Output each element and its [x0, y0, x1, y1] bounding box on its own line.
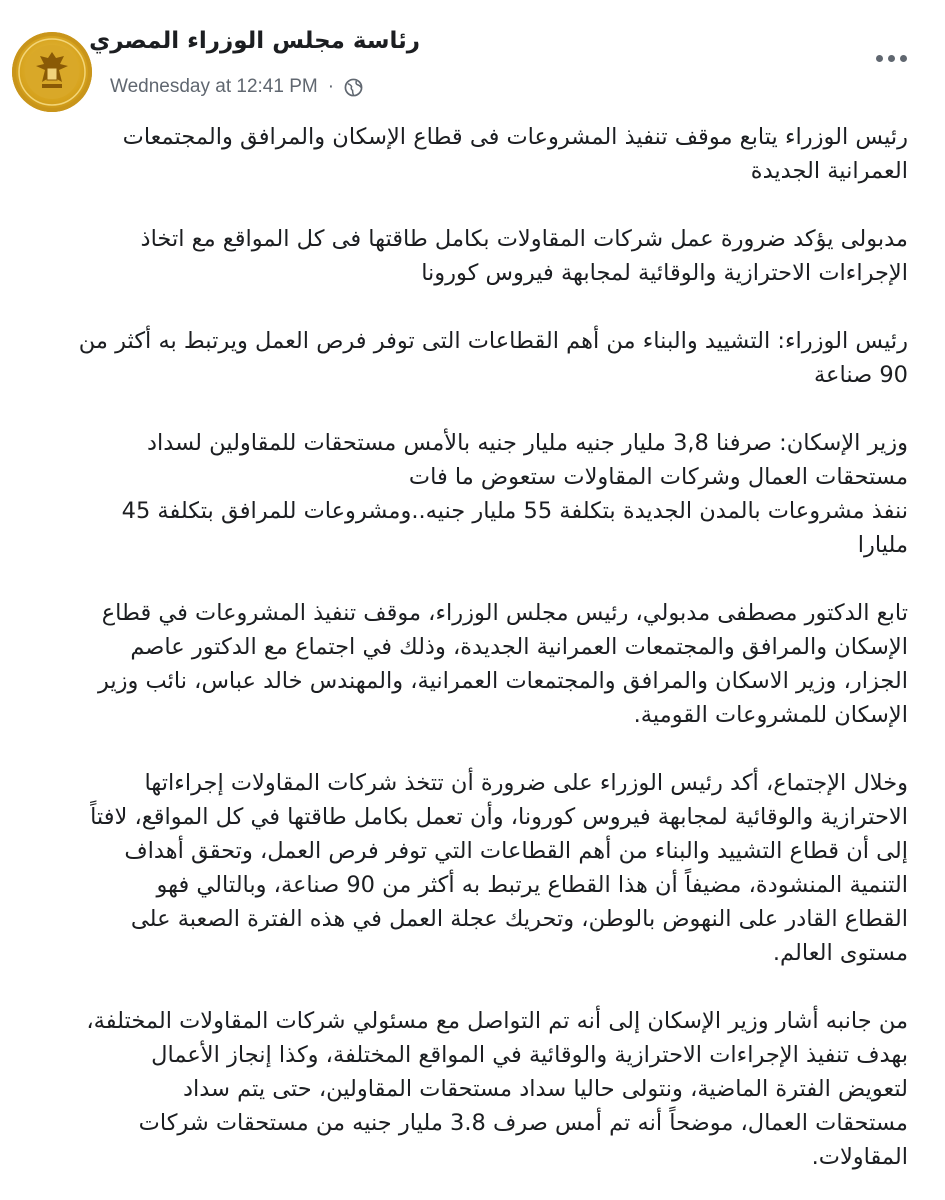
- paragraph-line: مستحقات العمال، موضحاً أنه تم أمس صرف 3.8 مليار جنيه من مستحقات شركات: [138, 1110, 908, 1136]
- paragraph-line: وزير الإسكان: صرفنا 3,8 مليار جنيه مليار جنيه بالأمس مستحقات للمقاولين لسداد: [147, 430, 908, 456]
- post-paragraph: [62, 120, 908, 188]
- post-header: [0, 22, 945, 122]
- post-paragraph: [62, 222, 908, 290]
- paragraph-line: وخلال الإجتماع، أكد رئيس الوزراء على ضرورة أن تتخذ شركات المقاولات إجراءاتها: [144, 770, 908, 796]
- post-timestamp[interactable]: Wednesday at 12:41 PM: [110, 76, 318, 97]
- post-paragraph: [62, 324, 908, 392]
- paragraph-line: 90 صناعة: [813, 362, 908, 388]
- paragraph-line: مستحقات العمال وشركات المقاولات ستعوض ما فات: [408, 464, 908, 490]
- post-body-text: [62, 120, 908, 1200]
- paragraph-line: لتعويض الفترة الماضية، ونتولى حاليا سداد مستحقات المقاولين، حتى يتم سداد: [182, 1076, 908, 1102]
- paragraph-line: المقاولات.: [811, 1144, 908, 1170]
- paragraph-line: من جانبه أشار وزير الإسكان إلى أنه تم التواصل مع مسئولي شركات المقاولات المختلفة،: [86, 1008, 908, 1034]
- paragraph-line: إلى أن قطاع التشييد والبناء من أهم القطاعات التي توفر فرص العمل، وتحقق أهداف: [124, 838, 908, 864]
- globe-icon[interactable]: [344, 78, 363, 97]
- more-options-icon[interactable]: [866, 42, 916, 74]
- post-meta: [110, 74, 363, 100]
- paragraph-line: القطاع القادر على النهوض بالوطن، وتحريك عجلة العمل في هذه الفترة الصعبة على: [130, 906, 908, 932]
- page-avatar[interactable]: [12, 32, 92, 112]
- paragraph-line: الجزار، وزير الاسكان والمرافق والمجتمعات العمرانية، والمهندس خالد عباس، نائب وزير: [98, 668, 908, 694]
- paragraph-line: ننفذ مشروعات بالمدن الجديدة بتكلفة 55 مليار جنيه..ومشروعات للمرافق بتكلفة 45: [121, 498, 908, 524]
- paragraph-line: تابع الدكتور مصطفى مدبولي، رئيس مجلس الوزراء، موقف تنفيذ المشروعات في قطاع: [101, 600, 908, 626]
- paragraph-line: مستوى العالم.: [772, 940, 908, 966]
- paragraph-line: مليارا: [857, 532, 908, 558]
- post-paragraph: [62, 596, 908, 732]
- post-paragraph: [62, 1004, 908, 1174]
- paragraph-line: التنمية المنشودة، مضيفاً أن هذا القطاع يرتبط به أكثر من 90 صناعة، وبالتالي فهو: [156, 872, 908, 898]
- paragraph-line: الإسكان للمشروعات القومية.: [633, 702, 908, 728]
- paragraph-line: رئيس الوزراء: التشييد والبناء من أهم القطاعات التى توفر فرص العمل ويرتبط به أكثر من: [78, 328, 908, 354]
- paragraph-line: بهدف تنفيذ الإجراءات الاحترازية والوقائية في المواقع المختلفة، وكذا إنجاز الأعمال: [151, 1042, 908, 1068]
- egypt-eagle-logo-icon: [12, 32, 92, 112]
- page-name-link[interactable]: رئاسة مجلس الوزراء المصري: [89, 28, 420, 54]
- paragraph-line: الاحترازية والوقائية لمجابهة فيروس كورونا، وأن تعمل بكامل طاقتها في كل المواقع، لافتاً: [90, 804, 908, 830]
- post-paragraph: [62, 766, 908, 970]
- paragraph-line: الإجراءات الاحترازية والوقائية لمجابهة فيروس كورونا: [421, 260, 908, 286]
- paragraph-line: مدبولى يؤكد ضرورة عمل شركات المقاولات بكامل طاقتها فى كل المواقع مع اتخاذ: [140, 226, 908, 252]
- paragraph-line: رئيس الوزراء يتابع موقف تنفيذ المشروعات فى قطاع الإسكان والمرافق والمجتمعات: [122, 124, 908, 150]
- meta-separator: ·: [327, 76, 335, 97]
- post-paragraph: [62, 426, 908, 562]
- paragraph-line: الإسكان والمرافق والمجتمعات العمرانية الجديدة، وذلك في اجتماع مع الدكتور عاصم: [130, 634, 908, 660]
- paragraph-line: العمرانية الجديدة: [750, 158, 908, 184]
